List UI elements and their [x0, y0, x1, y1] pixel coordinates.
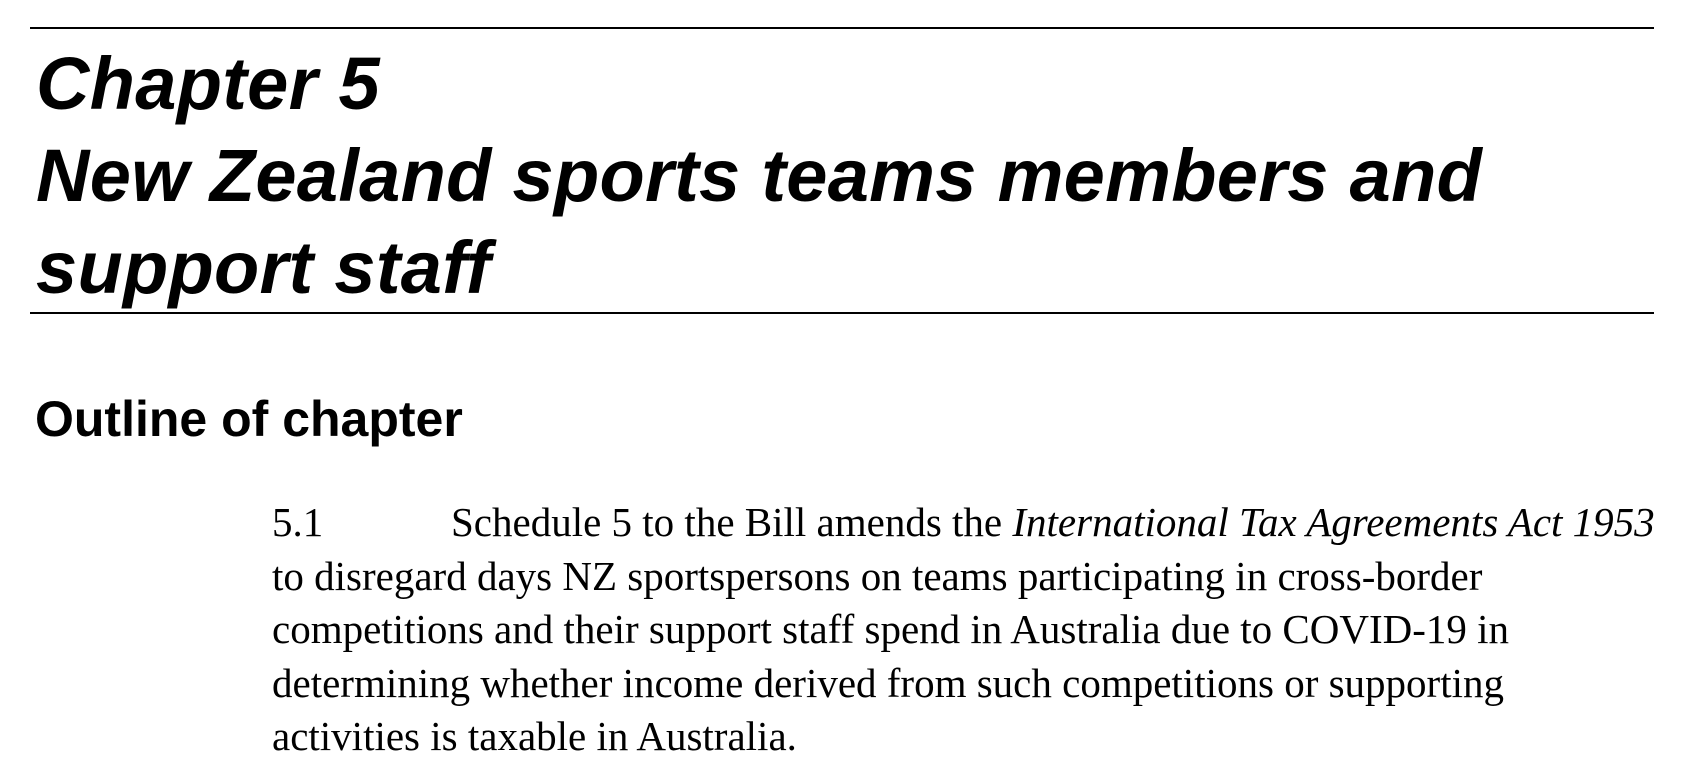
chapter-title-line-2: support staff: [36, 226, 491, 309]
section-heading: Outline of chapter: [35, 391, 463, 447]
paragraph-5-1: [272, 496, 1657, 764]
paragraph-text-after-act: to disregard days NZ sportspersons on teams participating in cross-border competitions and their support staff spend in Australia due to COVID-19 in determining whether income derived from such competitions or supporting activities is taxable in Australia.: [272, 552, 1510, 759]
chapter-label: Chapter 5: [36, 42, 381, 125]
top-rule: [30, 27, 1654, 29]
paragraph-text-before-act: Schedule 5 to the Bill amends the: [451, 499, 1013, 545]
chapter-title-line-1: New Zealand sports teams members and: [36, 134, 1483, 217]
bottom-rule: [30, 312, 1654, 314]
paragraph-number: 5.1: [272, 499, 324, 545]
chapter-heading: [36, 38, 1646, 314]
act-name: International Tax Agreements Act 1953: [1012, 499, 1655, 545]
